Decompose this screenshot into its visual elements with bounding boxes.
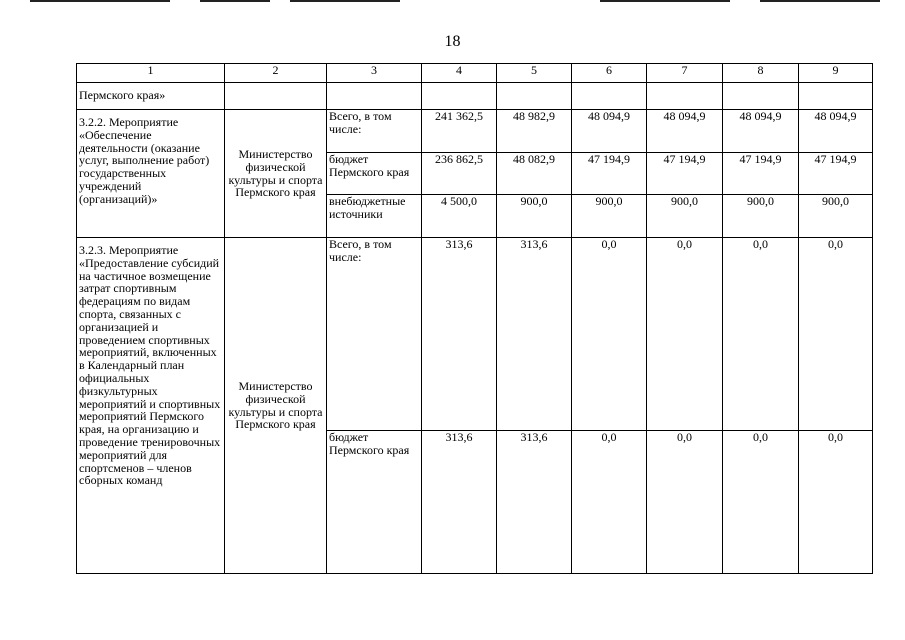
scan-edge-line	[200, 0, 270, 2]
value-cell: 236 862,5	[422, 153, 497, 195]
empty-cell	[723, 83, 799, 110]
scan-edge-line	[600, 0, 730, 2]
column-header: 9	[799, 64, 873, 83]
value-cell: 47 194,9	[723, 153, 799, 195]
value-cell: 0,0	[723, 431, 799, 574]
scan-edge-line	[30, 0, 170, 2]
value-cell: 313,6	[497, 238, 572, 431]
value-cell: 0,0	[572, 431, 647, 574]
empty-cell	[572, 83, 647, 110]
continuation-row	[77, 83, 873, 110]
value-cell: 0,0	[799, 238, 873, 431]
value-cell: 48 094,9	[799, 110, 873, 153]
value-cell: 313,6	[497, 431, 572, 574]
value-cell: 0,0	[723, 238, 799, 431]
table-row	[77, 110, 873, 153]
table-row	[77, 238, 873, 431]
column-header: 6	[572, 64, 647, 83]
column-header: 1	[77, 64, 225, 83]
value-cell: 313,6	[422, 238, 497, 431]
funding-source: бюджет Пермского края	[327, 153, 422, 195]
continuation-text: Пермского края»	[77, 83, 225, 110]
value-cell: 48 982,9	[497, 110, 572, 153]
value-cell: 241 362,5	[422, 110, 497, 153]
measure-name: 3.2.2. Мероприятие «Обеспечение деятельности (оказание услуг, выполнение работ) государственных учреждений (организаций)»	[77, 110, 225, 238]
empty-cell	[497, 83, 572, 110]
value-cell: 900,0	[497, 195, 572, 238]
empty-cell	[422, 83, 497, 110]
scan-edge-line	[290, 0, 400, 2]
value-cell: 313,6	[422, 431, 497, 574]
value-cell: 4 500,0	[422, 195, 497, 238]
value-cell: 0,0	[647, 238, 723, 431]
funding-source: Всего, в том числе:	[327, 110, 422, 153]
value-cell: 0,0	[572, 238, 647, 431]
column-header: 7	[647, 64, 723, 83]
empty-cell	[327, 83, 422, 110]
column-header: 8	[723, 64, 799, 83]
funding-source: бюджет Пермского края	[327, 431, 422, 574]
value-cell: 900,0	[572, 195, 647, 238]
page-number: 18	[444, 33, 461, 50]
executor: Министерство физической культуры и спорта Пермского края	[225, 238, 327, 574]
column-header: 3	[327, 64, 422, 83]
empty-cell	[647, 83, 723, 110]
value-cell: 0,0	[647, 431, 723, 574]
budget-table	[76, 63, 873, 574]
funding-source: Всего, в том числе:	[327, 238, 422, 431]
value-cell: 47 194,9	[799, 153, 873, 195]
value-cell: 900,0	[647, 195, 723, 238]
value-cell: 48 094,9	[723, 110, 799, 153]
column-header: 5	[497, 64, 572, 83]
value-cell: 900,0	[799, 195, 873, 238]
value-cell: 47 194,9	[647, 153, 723, 195]
value-cell: 48 094,9	[647, 110, 723, 153]
value-cell: 900,0	[723, 195, 799, 238]
scan-edge-line	[760, 0, 880, 2]
value-cell: 0,0	[799, 431, 873, 574]
column-header: 4	[422, 64, 497, 83]
funding-source: внебюджетные источники	[327, 195, 422, 238]
empty-cell	[799, 83, 873, 110]
empty-cell	[225, 83, 327, 110]
column-header: 2	[225, 64, 327, 83]
value-cell: 48 094,9	[572, 110, 647, 153]
executor: Министерство физической культуры и спорта Пермского края	[225, 110, 327, 238]
value-cell: 47 194,9	[572, 153, 647, 195]
column-number-row	[77, 64, 873, 83]
measure-name: 3.2.3. Мероприятие «Предоставление субсидий на частичное возмещение затрат спортивным федерациям по видам спорта, связанных с организацией и проведением спортивных мероприятий, включенных в Календарный план официальных физкультурных мероприятий и спортивных мероприятий Пермского края, на организацию и проведение тренировочных мероприятий для спортсменов – членов сборных команд	[77, 238, 225, 574]
value-cell: 48 082,9	[497, 153, 572, 195]
